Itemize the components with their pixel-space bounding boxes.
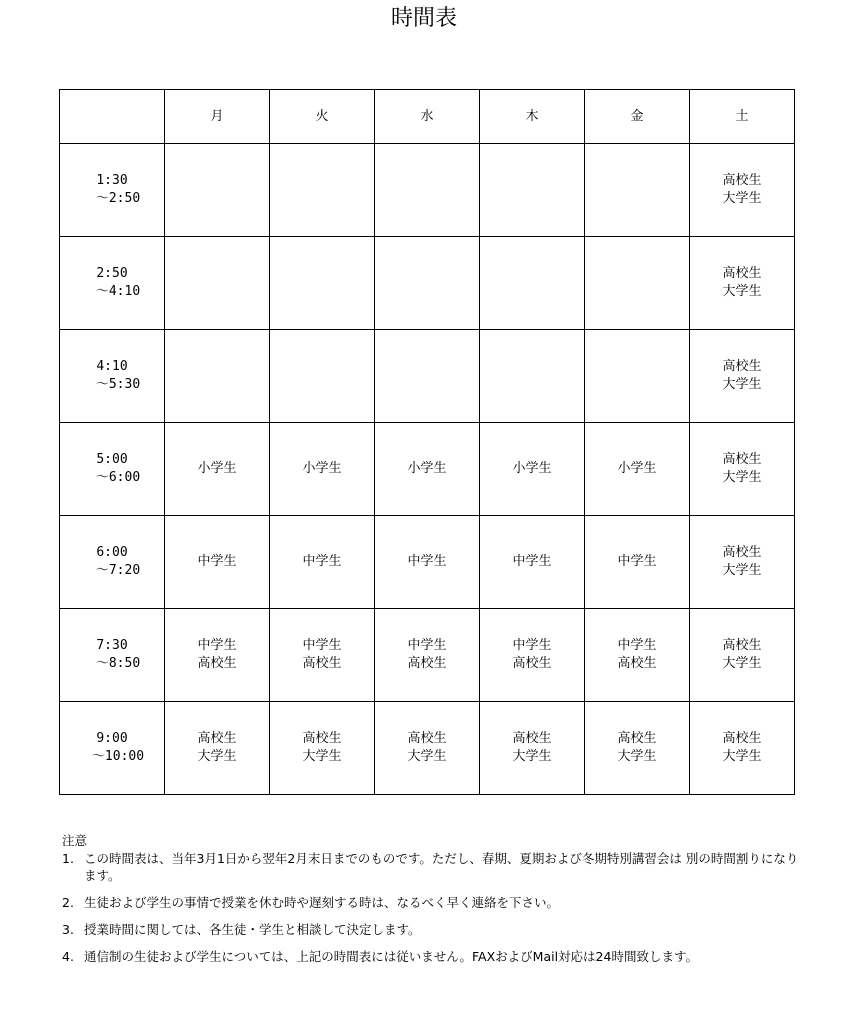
- schedule-cell: [480, 516, 585, 609]
- student-group-label: 中学生: [197, 638, 237, 653]
- schedule-cell: [165, 516, 270, 609]
- time-end: ～8:50: [95, 656, 141, 671]
- schedule-cell: [480, 237, 585, 330]
- time-slot-row: [60, 423, 795, 516]
- schedule-cell: [165, 702, 270, 795]
- student-group-label: 高校生: [617, 656, 657, 671]
- student-group-label: 大学生: [722, 377, 762, 392]
- day-header: 火: [270, 90, 375, 144]
- time-start: 6:00: [96, 545, 128, 560]
- time-slot-row: [60, 609, 795, 702]
- time-slot-row: [60, 144, 795, 237]
- student-group-label: 小学生: [197, 461, 237, 476]
- student-group-label: 高校生: [722, 173, 762, 188]
- schedule-cell: [375, 702, 480, 795]
- time-cell: [60, 423, 165, 516]
- time-end: ～4:10: [95, 284, 141, 299]
- note-text: 授業時間に関しては、各生徒・学生と相談して決定します。: [84, 922, 421, 937]
- time-cell: [60, 516, 165, 609]
- schedule-cell: [690, 237, 795, 330]
- note-item: [62, 894, 802, 911]
- student-group-label: 小学生: [512, 461, 552, 476]
- student-group-label: 高校生: [722, 731, 762, 746]
- header-row: [60, 90, 795, 144]
- student-group-label: 大学生: [407, 749, 447, 764]
- student-group-label: 高校生: [722, 359, 762, 374]
- time-start: 4:10: [96, 359, 128, 374]
- note-number: 1.: [62, 851, 74, 866]
- timetable: [59, 89, 795, 795]
- schedule-cell: [270, 702, 375, 795]
- schedule-cell: [690, 609, 795, 702]
- student-group-label: 大学生: [197, 749, 237, 764]
- note-item: [62, 850, 802, 884]
- schedule-cell: [165, 330, 270, 423]
- schedule-cell: [480, 702, 585, 795]
- student-group-label: 大学生: [722, 656, 762, 671]
- student-group-label: 高校生: [722, 266, 762, 281]
- schedule-cell: [375, 423, 480, 516]
- page-title: 時間表: [390, 6, 457, 31]
- time-end: ～7:20: [95, 563, 141, 578]
- schedule-cell: [585, 609, 690, 702]
- student-group-label: 小学生: [617, 461, 657, 476]
- schedule-cell: [690, 702, 795, 795]
- student-group-label: 高校生: [407, 731, 447, 746]
- time-cell: [60, 144, 165, 237]
- schedule-cell: [375, 144, 480, 237]
- student-group-label: 中学生: [302, 638, 342, 653]
- student-group-label: 高校生: [617, 731, 657, 746]
- day-header: 水: [375, 90, 480, 144]
- student-group-label: 中学生: [407, 554, 447, 569]
- student-group-label: 大学生: [512, 749, 552, 764]
- schedule-cell: [165, 237, 270, 330]
- time-slot-row: [60, 702, 795, 795]
- schedule-cell: [690, 144, 795, 237]
- notes-section: [62, 832, 802, 975]
- student-group-label: 中学生: [302, 554, 342, 569]
- schedule-cell: [585, 144, 690, 237]
- schedule-cell: [165, 609, 270, 702]
- time-cell: [60, 330, 165, 423]
- day-header: 木: [480, 90, 585, 144]
- student-group-label: 中学生: [512, 638, 552, 653]
- schedule-cell: [690, 423, 795, 516]
- schedule-cell: [480, 609, 585, 702]
- note-item: [62, 921, 802, 938]
- student-group-label: 大学生: [302, 749, 342, 764]
- note-text: 通信制の生徒および学生については、上記の時間表には従いません。FAXおよびMail対応は24時間致します。: [84, 949, 698, 964]
- time-end: ～5:30: [95, 377, 141, 392]
- schedule-cell: [690, 330, 795, 423]
- schedule-cell: [165, 423, 270, 516]
- student-group-label: 大学生: [722, 563, 762, 578]
- note-text: 生徒および学生の事情で授業を休む時や遅刻する時は、なるべく早く連絡を下さい。: [84, 895, 560, 910]
- student-group-label: 中学生: [617, 638, 657, 653]
- student-group-label: 大学生: [722, 284, 762, 299]
- time-slot-row: [60, 516, 795, 609]
- student-group-label: 高校生: [722, 452, 762, 467]
- day-header: 月: [165, 90, 270, 144]
- student-group-label: 小学生: [302, 461, 342, 476]
- schedule-cell: [165, 144, 270, 237]
- student-group-label: 高校生: [197, 731, 237, 746]
- time-cell: [60, 237, 165, 330]
- schedule-cell: [270, 144, 375, 237]
- schedule-cell: [585, 330, 690, 423]
- time-end: ～2:50: [95, 191, 141, 206]
- student-group-label: 高校生: [407, 656, 447, 671]
- note-number: 3.: [62, 922, 74, 937]
- time-start: 7:30: [96, 638, 128, 653]
- schedule-cell: [585, 516, 690, 609]
- note-number: 2.: [62, 895, 74, 910]
- note-item: [62, 948, 802, 965]
- schedule-cell: [480, 330, 585, 423]
- time-end: ～10:00: [91, 749, 145, 764]
- time-slot-row: [60, 330, 795, 423]
- student-group-label: 大学生: [722, 749, 762, 764]
- student-group-label: 高校生: [302, 731, 342, 746]
- day-header: 土: [690, 90, 795, 144]
- time-start: 1:30: [96, 173, 128, 188]
- time-start: 5:00: [96, 452, 128, 467]
- schedule-cell: [270, 423, 375, 516]
- student-group-label: 高校生: [512, 731, 552, 746]
- schedule-cell: [480, 423, 585, 516]
- student-group-label: 大学生: [617, 749, 657, 764]
- schedule-cell: [270, 330, 375, 423]
- student-group-label: 小学生: [407, 461, 447, 476]
- student-group-label: 中学生: [617, 554, 657, 569]
- schedule-cell: [375, 330, 480, 423]
- student-group-label: 高校生: [722, 638, 762, 653]
- schedule-cell: [585, 237, 690, 330]
- student-group-label: 高校生: [722, 545, 762, 560]
- student-group-label: 大学生: [722, 191, 762, 206]
- time-slot-row: [60, 237, 795, 330]
- day-header: 金: [585, 90, 690, 144]
- corner-cell: [60, 90, 165, 144]
- schedule-cell: [585, 702, 690, 795]
- schedule-cell: [375, 237, 480, 330]
- student-group-label: 高校生: [302, 656, 342, 671]
- schedule-cell: [480, 144, 585, 237]
- schedule-cell: [690, 516, 795, 609]
- student-group-label: 大学生: [722, 470, 762, 485]
- time-cell: [60, 609, 165, 702]
- schedule-cell: [585, 423, 690, 516]
- student-group-label: 高校生: [512, 656, 552, 671]
- schedule-cell: [375, 516, 480, 609]
- schedule-cell: [375, 609, 480, 702]
- time-end: ～6:00: [95, 470, 141, 485]
- schedule-cell: [270, 237, 375, 330]
- student-group-label: 中学生: [512, 554, 552, 569]
- student-group-label: 高校生: [197, 656, 237, 671]
- schedule-cell: [270, 609, 375, 702]
- time-start: 2:50: [96, 266, 128, 281]
- time-start: 9:00: [96, 731, 128, 746]
- time-cell: [60, 702, 165, 795]
- notes-title: 注意: [62, 833, 88, 848]
- schedule-cell: [270, 516, 375, 609]
- student-group-label: 中学生: [407, 638, 447, 653]
- note-number: 4.: [62, 949, 74, 964]
- student-group-label: 中学生: [197, 554, 237, 569]
- note-text: この時間表は、当年3月1日から翌年2月末日までのものです。ただし、春期、夏期および冬期特別講習会は 別の時間割りになります。: [84, 851, 799, 883]
